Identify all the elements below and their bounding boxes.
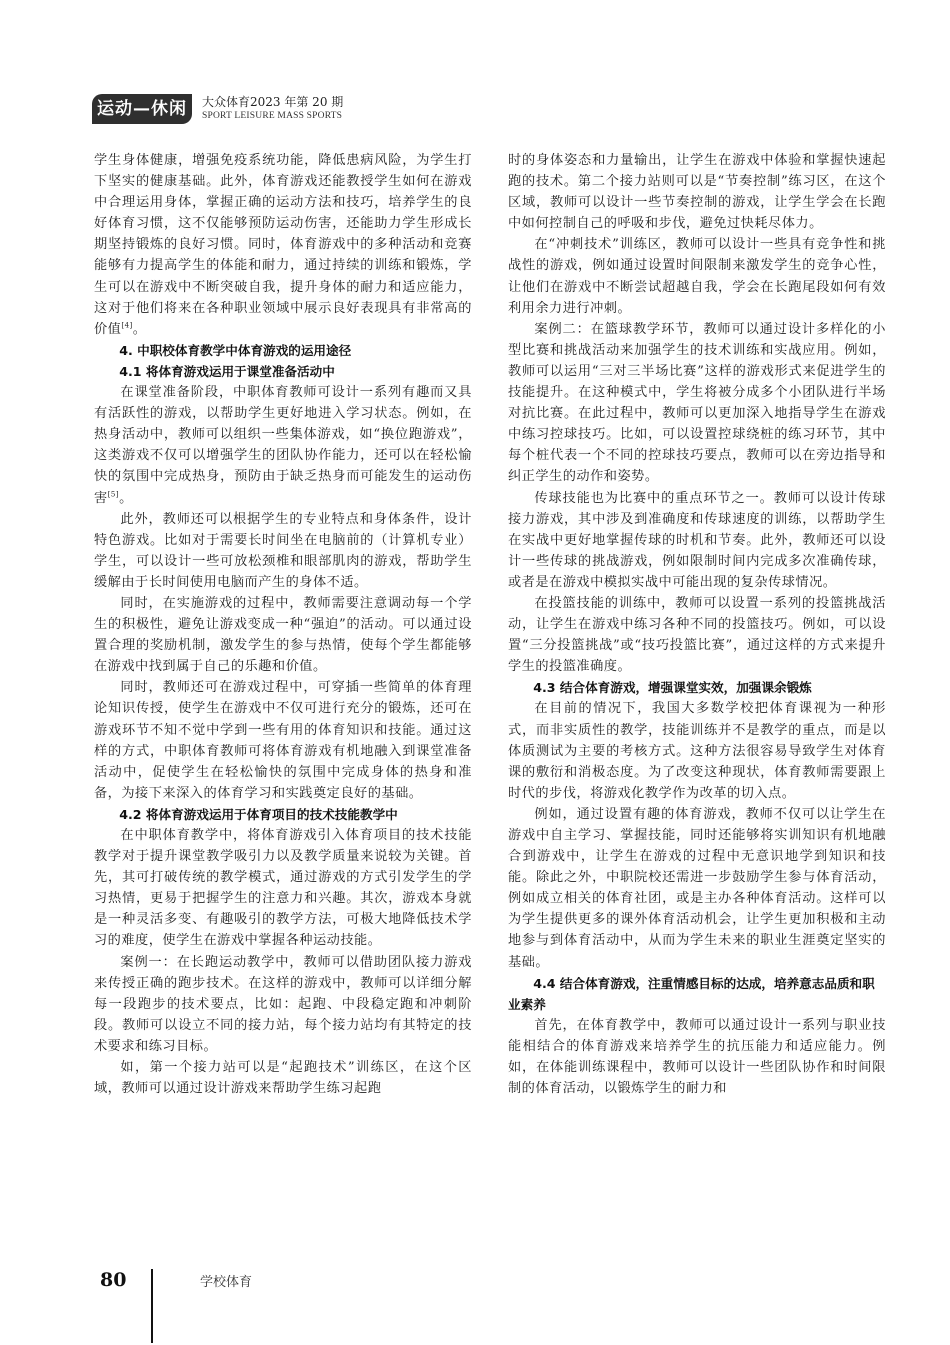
paragraph-text: 在“冲刺技术”训练区，教师可以设计一些具有竞争性和挑战性的游戏，例如通过设置时间限制来激发学生的竞争心性，让他们在游戏中不断尝试超越自我，学会在长跑尾段如何有效利用余力进行冲刺。 (508, 237, 886, 316)
paragraph-end: 。 (132, 321, 147, 337)
body-paragraph (94, 150, 472, 340)
paragraph-text: 同时，在实施游戏的过程中，教师需要注意调动每一个学生的积极性，避免让游戏变成一种“强迫”的活动。可以通过设置合理的奖励机制，激发学生的参与热情，使每个学生都能够在游戏中找到属于自己的乐趣和价值。 (94, 595, 472, 675)
body-paragraph (94, 825, 472, 952)
magazine-brand (202, 92, 343, 121)
body-paragraph (508, 1015, 886, 1099)
magazine-subtitle: SPORT LEISURE MASS SPORTS (202, 111, 343, 121)
body-paragraph (94, 382, 472, 509)
paragraph-text: 此外，教师还可以根据学生的专业特点和身体条件，设计特色游戏。比如对于需要长时间坐在电脑前的（计算机专业）学生，可以设计一些可放松颈椎和眼部肌肉的游戏，帮助学生缓解由于长时间使用电脑而产生的身体不适。 (94, 511, 472, 590)
body-paragraph (508, 234, 886, 318)
body-paragraph (508, 593, 886, 677)
paragraph-text: 案例二：在篮球教学环节，教师可以通过设计多样化的小型比赛和挑战活动来加强学生的技术训练和实战应用。例如，教师可以运用“三对三半场比赛”这样的游戏形式来促进学生的技能提升。在这种模式中，学生将被分成多个小团队进行半场对抗比赛。在此过程中，教师可以更加深入地指导学生在游戏中练习控球技巧。比如，可以设置控球绕桩的练习环节，其中每个桩代表一个不同的控球技巧要点，教师可以在旁边指导和纠正学生的动作和姿势。 (508, 321, 886, 485)
page-footer (0, 1265, 950, 1345)
right-column (508, 150, 886, 1099)
left-column (94, 150, 472, 1099)
section-heading (94, 804, 472, 825)
citation-ref: [5] (107, 490, 120, 499)
body-paragraph (94, 677, 472, 804)
paragraph-text: 时的身体姿态和力量输出，让学生在游戏中体验和掌握快速起跑的技术。第二个接力站则可以是“节奏控制”练习区，在这个区域，教师可以设计一些节奏控制的游戏，让学生学会在长跑中如何控制自己的呼吸和步伐，避免过快耗尽体力。 (508, 153, 886, 232)
issue-label: 2023 年第 20 期 (250, 95, 344, 109)
magazine-title: 大众体育 (202, 95, 251, 109)
body-paragraph (508, 488, 886, 593)
body-paragraph (508, 804, 886, 973)
section-heading (94, 361, 472, 382)
section-badge: 运动—休闲 (92, 94, 192, 124)
paragraph-text: 同时，教师还可在游戏过程中，可穿插一些简单的体育理论知识传授，使学生在游戏中不仅可进行充分的锻炼，还可在游戏环节不知不觉中学到一些有用的体育知识和技能。通过这样的方式，中职体育教师可将体育游戏有机地融入到课堂准备活动中，促使学生在轻松愉快的氛围中完成身体的热身和准备，为接下来深入的体育学习和实践奠定良好的基础。 (94, 680, 472, 801)
paragraph-text: 在中职体育教学中，将体育游戏引入体育项目的技术技能教学对于提升课堂教学吸引力以及教学质量来说较为关键。首先，其可打破传统的教学模式，通过游戏的方式引发学生的学习热情，更易于把握学生的注意力和兴趣。其次，游戏本身就是一种灵活多变、有趣吸引的教学方法，可极大地降低技术学习的难度，使学生在游戏中掌握各种运动技能。 (94, 828, 472, 949)
section-heading (508, 677, 886, 698)
body-paragraph (94, 509, 472, 593)
paragraph-text: 4. 中职校体育教学中体育游戏的运用途径 (119, 342, 352, 358)
paragraph-text: 如，第一个接力站可以是“起跑技术”训练区，在这个区域，教师可以通过设计游戏来帮助学生练习起跑 (94, 1060, 472, 1097)
journal-name: 学校体育 (200, 1275, 253, 1290)
paragraph-text: 案例一：在长跑运动教学中，教师可以借助团队接力游戏来传授正确的跑步技术。在这样的游戏中，教师可以详细分解每一段跑步的技术要点，比如：起跑、中段稳定跑和冲刺阶段。教师可以设立不同的接力站，每个接力站均有其特定的技术要求和练习目标。 (94, 954, 472, 1054)
body-paragraph (94, 952, 472, 1057)
body-paragraph (94, 593, 472, 677)
paragraph-text: 在课堂准备阶段，中职体育教师可设计一系列有趣而又具有活跃性的游戏，以帮助学生更好地进入学习状态。例如，在热身活动中，教师可以组织一些集体游戏，如“换位跑游戏”，这类游戏不仅可以增强学生的团队协作能力，还可以在轻松愉快的氛围中完成热身，预防由于缺乏热身而可能发生的运动伤害 (94, 385, 472, 506)
section-heading (94, 340, 472, 361)
paragraph-text: 传球技能也为比赛中的重点环节之一。教师可以设计传球接力游戏，其中涉及到准确度和传球速度的训练，以帮助学生在实战中更好地掌握传球的时机和节奏。此外，教师还可以设计一些传球的挑战游戏，例如限制时间内完成多次准确传球，或者是在游戏中模拟实战中可能出现的复杂传球情况。 (508, 490, 886, 590)
paragraph-text: 在目前的情况下，我国大多数学校把体育课视为一种形式，而非实质性的教学，技能训练并不是教学的重点，而是以体质测试为主要的考核方式。这种方法很容易导致学生对体育课的敷衍和消极态度。为了改变这种现状，体育教师需要跟上时代的步伐，将游戏化教学作为改革的切入点。 (508, 701, 886, 801)
body-paragraph (508, 698, 886, 803)
page-number: 80 (100, 1269, 127, 1291)
paragraph-text: 首先，在体育教学中，教师可以通过设计一系列与职业技能相结合的体育游戏来培养学生的抗压能力和适应能力。例如，在体能训练课程中，教师可以设计一些团队协作和时间限制的体育活动，以锻炼学生的耐力和 (508, 1017, 886, 1097)
paragraph-text: 学生身体健康，增强免疫系统功能，降低患病风险，为学生打下坚实的健康基础。此外，体育游戏还能教授学生如何在游戏中合理运用身体，掌握正确的运动方法和技巧，培养学生的良好体育习惯，这不仅能够预防运动伤害，还能助力学生形成长期坚持锻炼的良好习惯。同时，体育游戏中的多种活动和竞赛能够有力提高学生的体能和耐力，通过持续的训练和锻炼，学生可以在游戏中不断突破自我，提升身体的耐力和适应能力，这对于他们将来在各种职业领域中展示良好表现具有非常高的价值 (94, 153, 472, 337)
footer-divider (151, 1269, 153, 1343)
paragraph-text: 在投篮技能的训练中，教师可以设置一系列的投篮挑战活动，让学生在游戏中练习各种不同的投篮技巧。例如，可以设置“三分投篮挑战”或“技巧投篮比赛”，通过这样的方式来提升学生的投篮准确度。 (508, 595, 886, 675)
paragraph-text: 例如，通过设置有趣的体育游戏，教师不仅可以让学生在游戏中自主学习、掌握技能，同时还能够将实训知识有机地融合到游戏中，让学生在游戏的过程中无意识地学到知识和技能。除此之外，中职院校还需进一步鼓励学生参与体育活动，例如成立相关的体育社团，或是主办各种体育活动。这样可以为学生提供更多的课外体育活动机会，让学生更加积极和主动地参与到体育活动中，从而为学生未来的职业生涯奠定坚实的基础。 (508, 806, 886, 970)
paragraph-end: 。 (119, 490, 133, 506)
paragraph-text: 4.4 结合体育游戏，注重情感目标的达成，培养意志品质和职业素养 (508, 975, 875, 1012)
body-paragraph (508, 319, 886, 488)
body-paragraph (94, 1057, 472, 1099)
paragraph-text: 4.3 结合体育游戏，增强课堂实效，加强课余锻炼 (533, 680, 812, 696)
citation-ref: [4] (121, 321, 133, 330)
paragraph-text: 4.1 将体育游戏运用于课堂准备活动中 (119, 363, 335, 379)
section-heading (508, 973, 886, 1015)
paragraph-text: 4.2 将体育游戏运用于体育项目的技术技能教学中 (119, 806, 398, 822)
body-paragraph (508, 150, 886, 234)
